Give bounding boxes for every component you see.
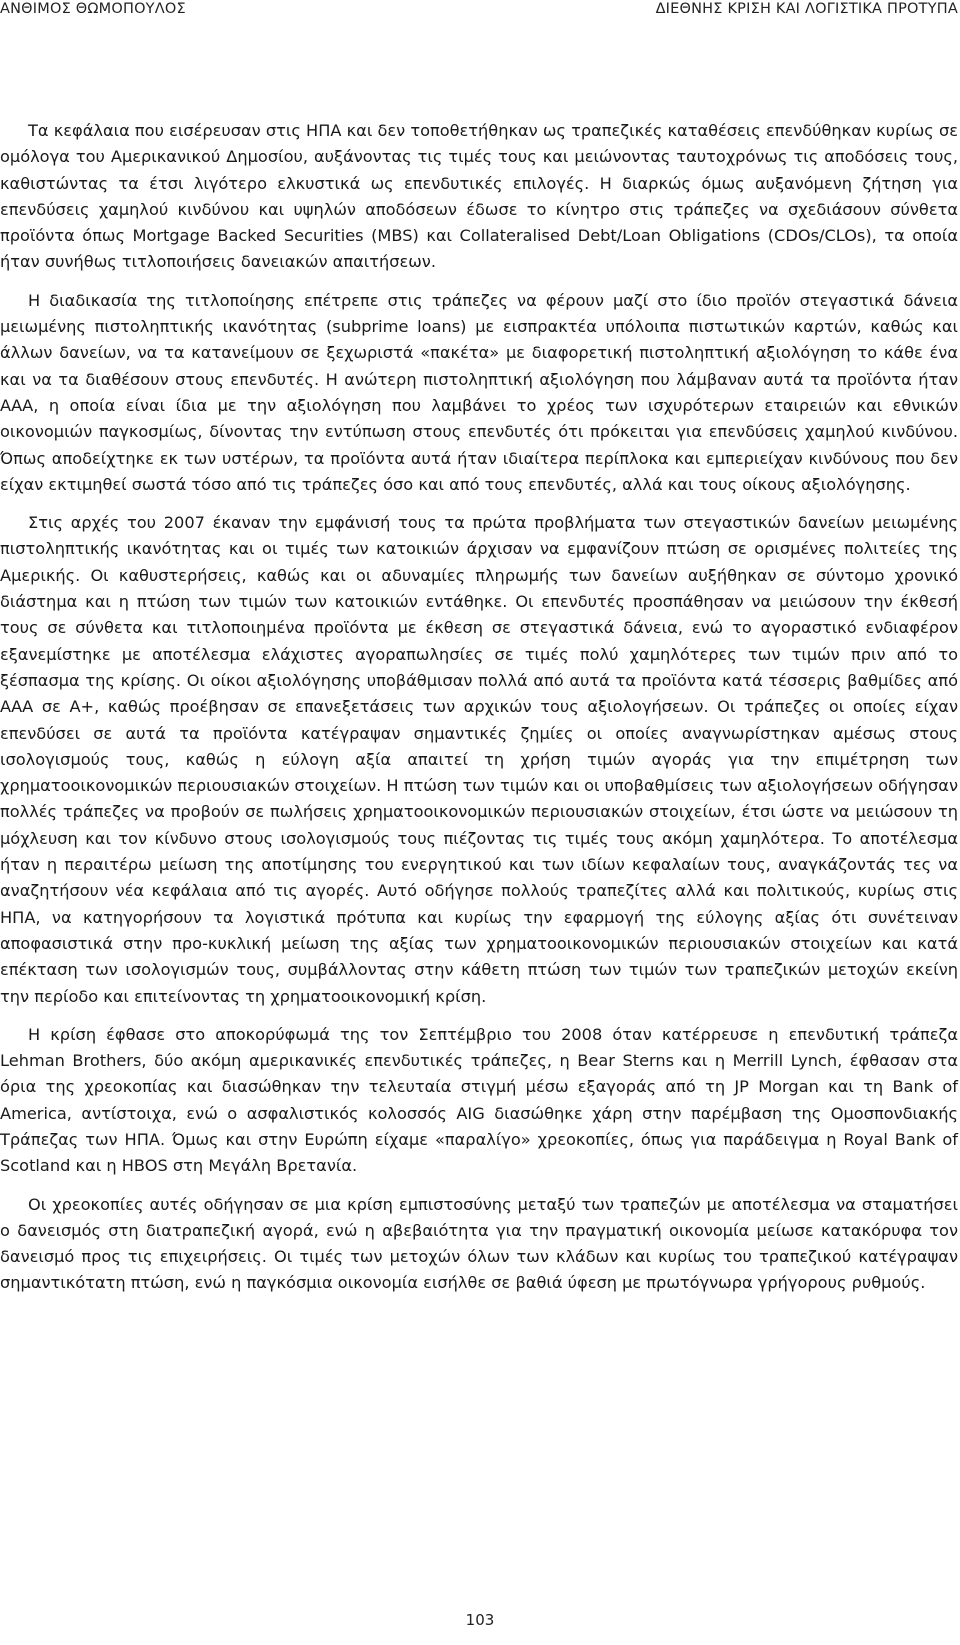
header-book-title: ΔΙΕΘΝΗΣ ΚΡΙΣΗ ΚΑΙ ΛΟΓΙΣΤΙΚΑ ΠΡΟΤΥΠΑ <box>655 1 958 17</box>
paragraph-1: Τα κεφάλαια που εισέρευσαν στις ΗΠΑ και δεν τοποθετήθηκαν ως τραπεζικές καταθέσεις επενδύθηκαν κυρίως σε ομόλογα του Αμερικανικού Δημοσίου, αυξάνοντας τις τιμές τους και μειώνοντας ταυτοχρόνως τις αποδόσεις τους, καθιστώντας τα έτσι λιγότερο ελκυστικά ως επενδυτικές επιλογές. Η διαρκώς όμως αυξανόμενη ζήτηση για επενδύσεις χαμηλού κινδύνου και υψηλών αποδόσεων έδωσε το κίνητρο στις τράπεζες να σχεδιάσουν σύνθετα προϊόντα όπως Mortgage Backed Securities (MBS) και Collateralised Debt/Loan Obligations (CDOs/CLOs), τα οποία ήταν συνήθως τιτλοποιήσεις δανειακών απαιτήσεων. <box>0 121 958 272</box>
paragraph-3: Στις αρχές του 2007 έκαναν την εμφάνισή τους τα πρώτα προβλήματα των στεγαστικών δανείων μειωμένης πιστοληπτικής ικανότητας και οι τιμές των κατοικιών άρχισαν να εμφανίζουν πτώση σε ορισμένες πολιτείες της Αμερικής. Οι καθυστερήσεις, καθώς και οι αδυναμίες πληρωμής των δανείων αυξήθηκαν σε σύντομο χρονικό διάστημα και η πτώση των τιμών των κατοικιών εντάθηκε. Οι επενδυτές προσπάθησαν να μειώσουν την έκθεσή τους σε σύνθετα και τιτλοποιημένα προϊόντα με έκθεση σε στεγαστικά δάνεια, ενώ το αγοραστικό ενδιαφέρον εξανεμίστηκε με αποτέλεσμα ελάχιστες αγοραπωλησίες σε τιμές πολύ χαμηλότερες των τιμών πριν από το ξέσπασμα της κρίσης. Οι οίκοι αξιολόγησης υποβάθμισαν πολλά από αυτά τα προϊόντα κατά τέσσερις βαθμίδες από ΑΑΑ σε Α+, καθώς προέβησαν σε επανεξετάσεις των αρχικών τους αξιολογήσεων. Οι τράπεζες οι οποίες είχαν επενδύσει σε αυτά τα προϊόντα κατέγραψαν σημαντικές ζημίες οι οποίες αναγνωρίστηκαν αμέσως στους ισολογισμούς τους, καθώς η εύλογη αξία απαιτεί τη χρήση τιμών αγοράς για την επιμέτρηση των χρηματοοικονομικών περιουσιακών στοιχείων. Η πτώση των τιμών και οι υποβαθμίσεις των αξιολογήσεων οδήγησαν πολλές τράπεζες να προβούν σε πωλήσεις χρηματοοικονομικών περιουσιακών στοιχείων, έτσι ώστε να μειώσουν τη μόχλευση και τον κίνδυνο στους ισολογισμούς τους πιέζοντας τις τιμές τους ακόμη χαμηλότερα. Το αποτέλεσμα ήταν η περαιτέρω μείωση της αποτίμησης του ενεργητικού και των ιδίων κεφαλαίων τους, αναγκάζοντάς τες να αναζητήσουν νέα κεφάλαια από τις αγορές. Αυτό οδήγησε πολλούς τραπεζίτες αλλά και πολιτικούς, κυρίως στις ΗΠΑ, να κατηγορήσουν τα λογιστικά πρότυπα και κυρίως την εφαρμογή της εύλογης αξίας ότι συνέτειναν αποφασιστικά στην προ-κυκλική μείωση της αξίας των χρηματοοικονομικών περιουσιακών στοιχείων και κατά επέκταση των ισολογισμών τους, συμβάλλοντας στην κάθετη πτώση των τιμών των τραπεζικών μετοχών εκείνη την περίοδο και επιτείνοντας τη χρηματοοικονομική κρίση. <box>0 513 958 1006</box>
body-text <box>0 118 958 1297</box>
paragraph-4: Η κρίση έφθασε στο αποκορύφωμά της τον Σεπτέμβριο του 2008 όταν κατέρρευσε η επενδυτική τράπεζα Lehman Brothers, δύο ακόμη αμερικανικές επενδυτικές τράπεζες, η Bear Sterns και η Merrill Lynch, έφθασαν στα όρια της χρεοκοπίας και διασώθηκαν την τελευταία στιγμή μέσω εξαγοράς από τη JP Morgan και τη Bank of America, αντίστοιχα, ενώ ο ασφαλιστικός κολοσσός AIG διασώθηκε χάρη στην παρέμβαση της Ομοσπονδιακής Τράπεζας των ΗΠΑ. Όμως και στην Ευρώπη είχαμε «παραλίγο» χρεοκοπίες, όπως για παράδειγμα η Royal Bank of Scotland και η HBOS στη Μεγάλη Βρετανία. <box>0 1024 958 1176</box>
running-header <box>0 0 960 22</box>
paragraph-2: Η διαδικασία της τιτλοποίησης επέτρεπε στις τράπεζες να φέρουν μαζί στο ίδιο προϊόν στεγαστικά δάνεια μειωμένης πιστοληπτικής ικανότητας (subprime loans) με εισπρακτέα υπόλοιπα πιστωτικών καρτών, καθώς και άλλων δανείων, να τα κατανείμουν σε ξεχωριστά «πακέτα» με διαφορετική πιστοληπτική αξιολόγηση το κάθε ένα και να τα διαθέσουν στους επενδυτές. Η ανώτερη πιστοληπτική αξιολόγηση που λάμβαναν αυτά τα προϊόντα ήταν ΑΑΑ, η οποία είναι ίδια με την αξιολόγηση που λαμβάνει το χρέος των ισχυρότερων εταιρειών και εθνικών οικονομιών παγκοσμίως, δίνοντας την εντύπωση στους επενδυτές ότι πρόκειται για επενδύσεις χαμηλού κινδύνου. Όπως αποδείχτηκε εκ των υστέρων, τα προϊόντα αυτά ήταν ιδιαίτερα περίπλοκα και εμπεριείχαν κινδύνους που δεν είχαν εκτιμηθεί σωστά τόσο από τις τράπεζες όσο και από τους επενδυτές, αλλά και τους οίκους αξιολόγησης. <box>0 290 958 494</box>
header-author: ΑΝΘΙΜΟΣ ΘΩΜΟΠΟΥΛΟΣ <box>0 1 186 17</box>
page-number: 103 <box>465 1611 495 1629</box>
paragraph-5: Οι χρεοκοπίες αυτές οδήγησαν σε μια κρίση εμπιστοσύνης μεταξύ των τραπεζών με αποτέλεσμα να σταματήσει ο δανεισμός στη διατραπεζική αγορά, ενώ η αβεβαιότητα για την πραγματική οικονομία μείωσε κατακόρυφα τον δανεισμό προς τις επιχειρήσεις. Οι τιμές των μετοχών όλων των κλάδων και κυρίως του τραπεζικού κατέγραψαν σημαντικότατη πτώση, ενώ η παγκόσμια οικονομία εισήλθε σε βαθιά ύφεση με πρωτόγνωρα γρήγορους ρυθμούς. <box>0 1194 958 1293</box>
